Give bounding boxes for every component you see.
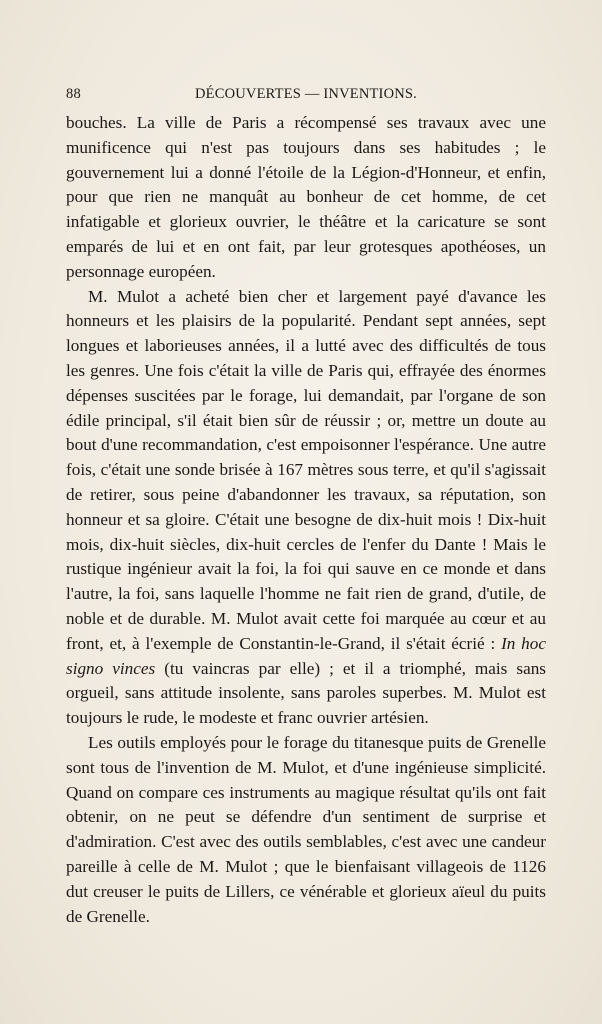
paragraph-2 (66, 285, 546, 731)
page-number: 88 (66, 86, 81, 102)
paragraph-3 (66, 731, 546, 929)
latin-motto: In hoc signo vinces (66, 633, 546, 678)
paragraph-1-text: bouches. La ville de Paris a récompensé ses travaux avec une munificence qui n'est pas toujours dans ses habitudes ; le gouvernement lui a donné l'étoile de la Légion-d'Honneur, et enfin, pour que rien ne manquât au bonheur de cet homme, de cet infatigable et glorieux ouvrier, le théâtre et la caricature se sont emparés de lui et en ont fait, par leur grotesques apothéoses, un personnage européen. (66, 113, 546, 281)
running-head: DÉCOUVERTES — INVENTIONS. (194, 86, 418, 102)
body-text (66, 111, 546, 929)
paragraph-2-after: (tu vaincras par elle) ; et il a triomphé, mais sans orgueil, sans attitude insolente, sans paroles superbes. M. Mulot est toujours le rude, le modeste et franc ouvrier artésien. (66, 658, 546, 728)
page-header (66, 86, 546, 108)
paragraph-3-text: Les outils employés pour le forage du titanesque puits de Grenelle sont tous de l'invention de M. Mulot, et d'une ingénieuse simplicité. Quand on compare ces instruments au magique résultat qu'ils ont fait obtenir, on ne peut se défendre d'un sentiment de surprise et d'admiration. C'est avec des outils semblables, c'est avec une candeur pareille à celle de M. Mulot ; que le bienfaisant villageois de 1126 dut creuser le puits de Lillers, ce vénérable et glorieux aïeul du puits de Grenelle. (66, 732, 546, 926)
paragraph-1 (66, 111, 546, 285)
paragraph-2-text: M. Mulot a acheté bien cher et largement payé d'avance les honneurs et les plaisirs de la popularité. Pendant sept années, sept longues et laborieuses années, il a lutté avec des difficultés de tous les genres. Une fois c'était la ville de Paris qui, effrayée des énormes dépenses suscitées par le forage, lui demandait, par l'organe de son édile principal, s'il était bien sûr de réussir ; or, mettre un doute au bout d'une recommandation, c'est empoisonner l'espérance. Une autre fois, c'était une sonde brisée à 167 mètres sous terre, et qu'il s'agissait de retirer, sous peine d'abandonner les travaux, sa réputation, son honneur et sa gloire. C'était une besogne de dix-huit mois ! Dix-huit mois, dix-huit siècles, dix-huit cercles de l'enfer du Dante ! Mais le rustique ingénieur avait la foi, la foi qui sauve en ce monde et dans l'autre, la foi, sans laquelle l'homme ne fait rien de grand, d'utile, de noble et de durable. M. Mulot avait cette foi marquée au cœur et au front, et, à l'exemple de Constantin-le-Grand, il s'était écrié : (66, 286, 546, 653)
